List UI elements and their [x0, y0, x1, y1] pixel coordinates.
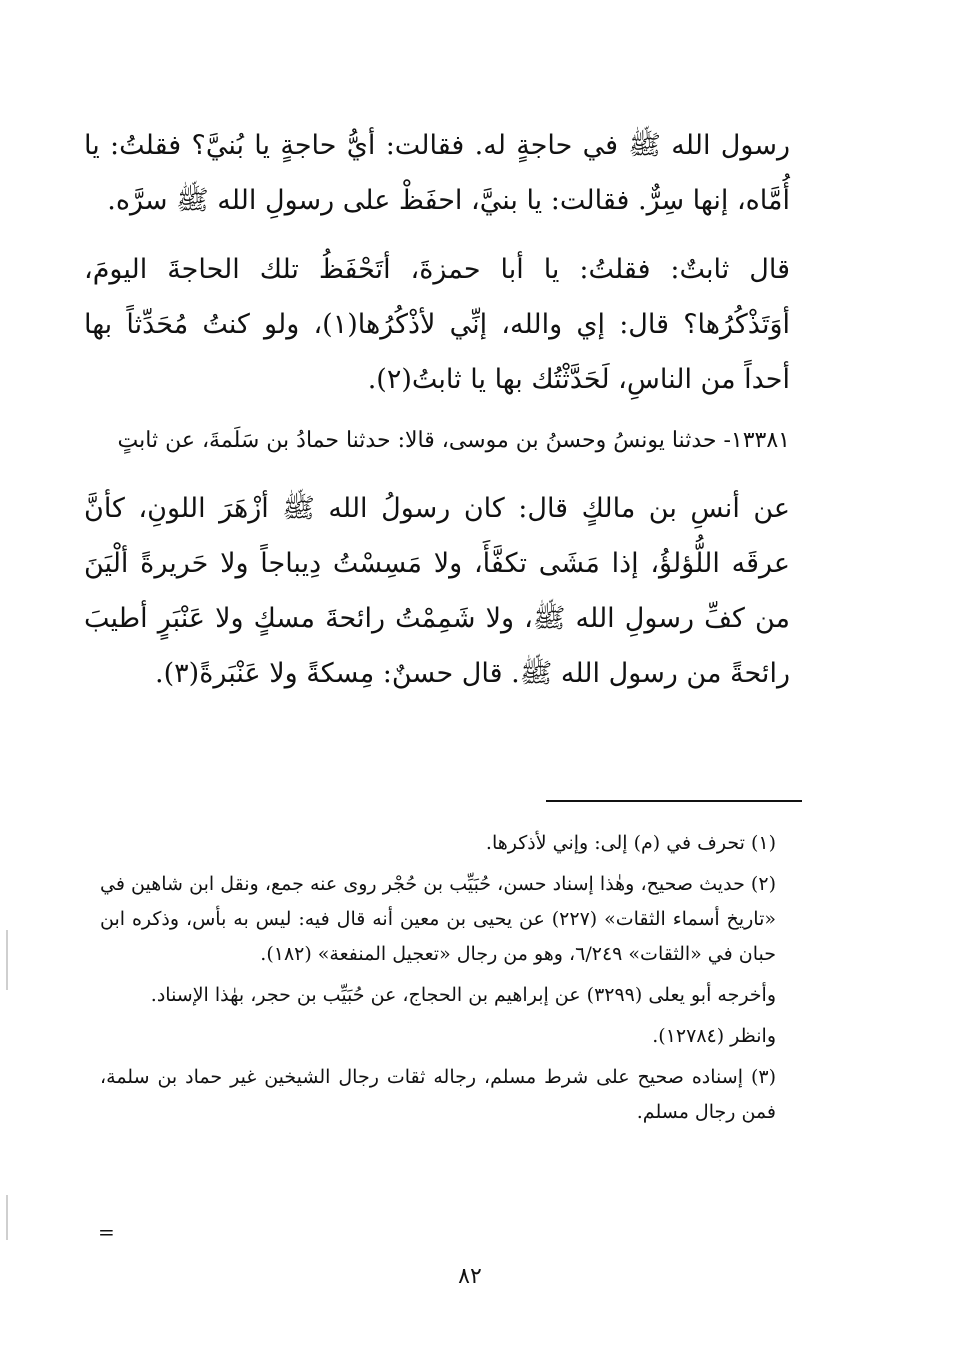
continuation-mark: =	[98, 1220, 115, 1244]
page-number: ٨٢	[458, 1264, 482, 1289]
paragraph-thabit: قال ثابتٌ: فقلتُ: يا أبا حمزةَ، أتَحْفَظُ تلك الحاجةَ اليومَ، أوَتَذْكُرُها؟ قال: إي والله، إنِّي لأذْكُرُها(١)، ولو كنتُ مُحَدِّثاً بها أحداً من الناسِ، لَحَدَّثْتُك بها يا ثابتُ(٢).	[84, 254, 791, 395]
main-text-body	[84, 118, 790, 715]
footnote-1: (١) تحرف في (م) إلى: وإني لأذكرها.	[485, 832, 776, 854]
footnotes	[100, 826, 776, 1136]
scan-edge-mark	[6, 1195, 8, 1240]
footnote-2: (٢) حديث صحيح، وهٰذا إسناد حسن، حُبَيِّب بن حُجْر روى عنه جمع، ونقل ابن شاهين في «تاريخ أسماء الثقات» (٢٢٧) عن يحيى بن معين أنه قال فيه: ليس به بأس، وذكره ابن حبان في «الثقات» ٦/٢٤٩، وهو من رجال «تعجيل المنفعة» (١٨٢).	[100, 873, 776, 965]
footnote-divider	[546, 800, 802, 802]
scan-edge-mark	[6, 930, 8, 990]
hadith-isnad: ١٣٣٨١- حدثنا يونسُ وحسنُ بن موسى، قالا: حدثنا حمادُ بن سَلَمةَ، عن ثابتٍ	[117, 428, 790, 453]
hadith-matn: عن أنسِ بن مالكٍ قال: كان رسولُ الله ﷺ أزْهَرَ اللونِ، كأنَّ عرقَه اللُّؤلؤُ، إذا مَشَى تكفَّأَ، ولا مَسِسْتُ دِيباجاً ولا حَريرةً ألْيَنَ من كفِّ رسولِ الله ﷺ، ولا شَمِمْتُ رائحةَ مسكٍ ولا عَنْبَرٍ أطيبَ رائحةً من رسول الله ﷺ. قال حسنٌ: مِسكةً ولا عَنْبَرةً(٣).	[84, 493, 790, 689]
footnote-2-continued: وأخرجه أبو يعلى (٣٢٩٩) عن إبراهيم بن الحجاج، عن حُبَيِّب بن حجر، بهٰذا الإسناد.	[150, 984, 776, 1006]
footnote-2-see-also: وانظر (١٢٧٨٤).	[652, 1025, 776, 1047]
footnote-3: (٣) إسناده صحيح على شرط مسلم، رجاله ثقات رجال الشيخين غير حماد بن سلمة، فمن رجال مسلم.	[100, 1066, 776, 1123]
paragraph-continuation: رسول الله ﷺ في حاجةٍ له. فقالت: أيُّ حاجةٍ يا بُنيَّ؟ فقلتُ: يا أُمَّاه، إنها سِرٌّ. فقالت: يا بنيَّ، احفَظْ على رسولِ الله ﷺ سرَّه.	[84, 130, 790, 216]
